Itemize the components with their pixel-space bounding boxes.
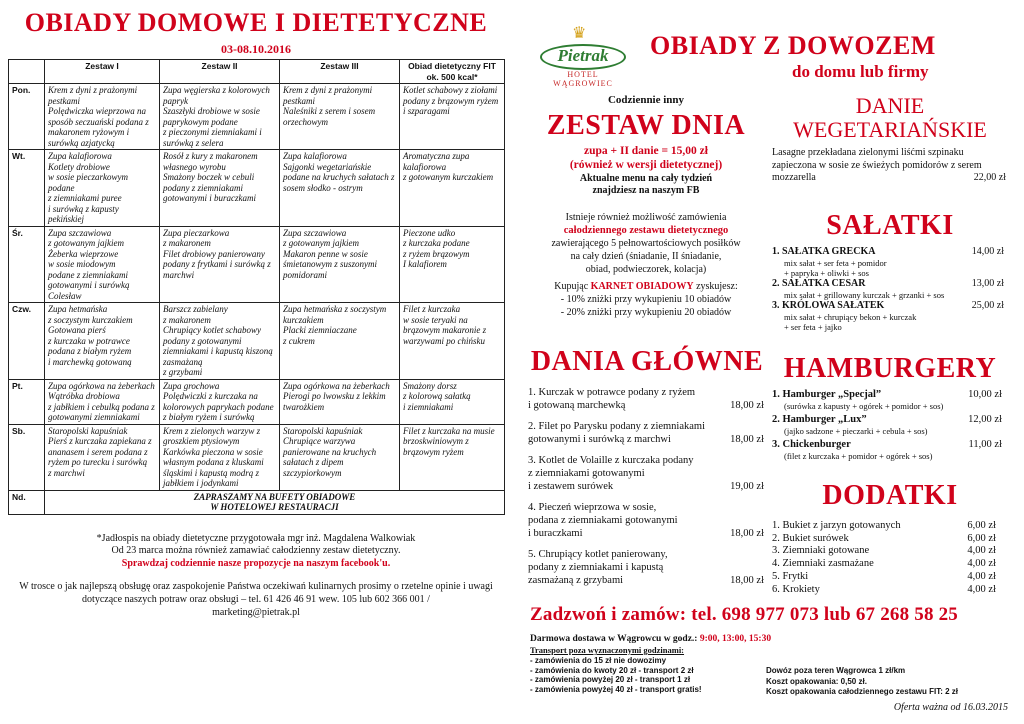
main-dish-name: 1. Kurczak w potrawce podany z ryżem i gotowaną marchewką — [528, 387, 696, 411]
karnet-discounts: - 10% zniżki przy wykupieniu 10 obiadów - 20% zniżki przy wykupieniu 20 obiadów — [560, 294, 732, 318]
salad-price: 13,00 zł — [971, 278, 1004, 289]
menu-cell: Krem z dyni z prażonymi pestkami Naleśniki z serem i sosem orzechowym — [280, 84, 400, 150]
menu-cell: Zupa szczawiowa z gotowanym jajkiem Makaron penne w sosie śmietanowym z suszonymi pomidorami — [280, 226, 400, 303]
menu-cell: Krem z zielonych warzyw z groszkiem ptysiowym Karkówka pieczona w sosie własnym podana z kluskami śląskimi i kapustą modrą z jabłkiem i jodynkami — [160, 424, 280, 490]
table-row — [9, 84, 505, 150]
diet-set-intro: Istnieje również możliwość zamówienia — [565, 212, 727, 223]
wege-item — [772, 147, 1008, 185]
menu-cell: Zupa hetmańska z soczystym kurczakiem Placki ziemniaczane z cukrem — [280, 303, 400, 380]
zestaw-title: ZESTAW DNIA — [546, 110, 746, 141]
crown-icon: ♛ — [572, 25, 587, 42]
main-dish-price: 18,00 zł — [730, 528, 764, 539]
main-dish-name: 5. Chrupiący kotlet panierowany, podany z ziemniakami i kapustą zasmażaną z grzybami — [528, 549, 668, 586]
hamburgery-section — [772, 353, 1008, 464]
notes — [8, 533, 504, 571]
table-header: Obiad dietetyczny FIT ok. 500 kcal* — [400, 60, 505, 84]
menu-cell: Zupa szczawiowa z gotowanym jajkiem Żeberka wieprzowe w sosie miodowym podane z ziemniakami gotowanymi i surówką Colesław — [45, 226, 160, 303]
salad-desc: mix sałat + grillowany kurczak + grzanki + sos — [784, 290, 945, 300]
side-name: 5. Frytki — [772, 570, 809, 582]
right-page — [522, 10, 1016, 716]
side-price: 4,00 zł — [967, 583, 996, 595]
table-header — [9, 60, 45, 84]
salad-price: 25,00 zł — [971, 300, 1004, 311]
delivery-hours: 9:00, 13:00, 15:30 — [699, 634, 772, 644]
side-item — [772, 520, 1008, 533]
menu-date: 03-08.10.2016 — [221, 42, 291, 56]
note-dietitian: *Jadłospis na obiady dietetyczne przygotowała mgr inż. Magdalena Walkowiak — [96, 532, 416, 544]
main-dish-name: 2. Filet po Parysku podany z ziemniakami gotowanymi i surówką z marchwi — [528, 421, 706, 445]
side-item — [772, 533, 1008, 546]
day-label: Pon. — [9, 84, 45, 150]
diet-set-name: całodziennego zestawu dietetycznego — [563, 225, 729, 236]
salad-name: 3. KRÓLOWA SAŁATEK — [772, 300, 885, 311]
menu-cell: Aromatyczna zupa kalafiorowa z gotowanym kurczakiem — [400, 150, 505, 227]
note-facebook: Sprawdzaj codziennie nasze propozycje na naszym facebook'u. — [121, 557, 391, 569]
day-label: Śr. — [9, 226, 45, 303]
table-header: Zestaw III — [280, 60, 400, 84]
side-name: 4. Ziemniaki zasmażane — [772, 558, 874, 570]
delivery-title: OBIADY Z DOWOZEM — [650, 31, 936, 60]
table-row — [9, 150, 505, 227]
salad-item — [772, 246, 1008, 258]
main-dish-price: 19,00 zł — [730, 481, 764, 492]
dodatki-section — [772, 480, 1008, 596]
salad-item — [772, 300, 1008, 312]
main-dish-item — [526, 454, 768, 493]
main-dish-item — [526, 386, 768, 412]
menu-cell: Staropolski kapuśniak Chrupiące warzywa panierowane na kruchych sałatach z dipem szczypiorkowym — [280, 424, 400, 490]
table-header: Zestaw II — [160, 60, 280, 84]
weekly-menu-table — [8, 59, 505, 515]
dania-title: DANIA GŁÓWNE — [530, 346, 764, 377]
burger-desc: (surówka z kapusty + ogórek + pomidor + sos) — [784, 401, 944, 411]
day-label: Nd. — [9, 490, 45, 514]
side-price: 6,00 zł — [967, 520, 996, 531]
side-item — [772, 584, 1008, 597]
menu-cell: Smażony dorsz z kolorową sałatką i ziemniakami — [400, 379, 505, 424]
salad-desc: mix sałat + chrupiący bekon + kurczak + ser feta + jajko — [784, 312, 917, 332]
wege-title: DANIE WEGETARIAŃSKIE — [793, 93, 987, 142]
karnet-suffix: zyskujesz: — [693, 281, 738, 292]
menu-cell: Rosół z kury z makaronem własnego wyrobu Smażony boczek w cebuli podany z ziemniakami gotowanymi i buraczkami — [160, 150, 280, 227]
hotel-logo — [534, 26, 632, 88]
side-name: 3. Ziemniaki gotowane — [772, 545, 870, 557]
salad-desc: mix sałat + ser feta + pomidor + papryka + oliwki + sos — [784, 258, 887, 278]
day-label: Wt. — [9, 150, 45, 227]
wege-desc: Lasagne przekładana zielonymi liśćmi szpinaku zapieczona w sosie ze świeżych pomidorów z serem mozzarella — [772, 147, 982, 183]
day-label: Sb. — [9, 424, 45, 490]
burger-item — [772, 414, 1008, 426]
zestaw-dnia-section — [526, 92, 766, 319]
karnet-prefix: Kupując — [554, 281, 591, 292]
side-price: 4,00 zł — [967, 570, 996, 582]
dodatki-title: DODATKI — [822, 480, 958, 511]
menu-cell: Zupa ogórkowa na żeberkach Wątróbka drobiowa z jabłkiem i cebulką podana z gotowanymi ziemniakami — [45, 379, 160, 424]
side-name: 2. Bukiet surówek — [772, 532, 849, 544]
side-item — [772, 545, 1008, 558]
logo-hotel: HOTEL — [567, 70, 599, 79]
sunday-note: ZAPRASZAMY NA BUFETY OBIADOWE W HOTELOWEJ RESTAURACJI — [45, 490, 505, 514]
main-dish-name: 3. Kotlet de Volaille z kurczaka podany z ziemniakami gotowanymi i zestawem surówek — [528, 455, 694, 492]
burger-desc: (jajko sadzone + pieczarki + cebula + sos) — [784, 426, 928, 436]
side-price: 6,00 zł — [967, 532, 996, 544]
menu-cell: Zupa hetmańska z soczystym kurczakiem Gotowana pierś z kurczaka w potrawce podana z białym ryżem i marchewką gotowaną — [45, 303, 160, 380]
burger-price: 12,00 zł — [968, 414, 1002, 425]
day-label: Czw. — [9, 303, 45, 380]
logo-city: WĄGROWIEC — [553, 79, 613, 88]
left-page — [8, 8, 504, 619]
main-dish-item — [526, 501, 768, 540]
karnet-line — [526, 280, 766, 293]
burger-name: 3. Chickenburger — [772, 439, 851, 450]
salatki-title: SAŁATKI — [826, 210, 954, 241]
table-row — [9, 226, 505, 303]
zestaw-daily: Codziennie inny — [607, 94, 685, 106]
delivery-info — [530, 634, 1014, 713]
transport-title: Transport poza wyznaczonymi godzinami: — [530, 645, 685, 655]
main-dish-name: 4. Pieczeń wieprzowa w sosie, podana z ziemniakami gotowanymi i buraczkami — [528, 502, 678, 539]
outside-delivery: Dowóz poza teren Wągrowca 1 zł/km Koszt opakowania: 0,50 zł. Koszt opakowania całodziennego zestawu FIT: 2 zł — [766, 666, 959, 696]
table-row — [9, 490, 505, 514]
burger-item — [772, 439, 1008, 451]
zestaw-price: zupa + II danie = 15,00 zł — [584, 145, 708, 157]
table-row — [9, 303, 505, 380]
wege-price: 22,00 zł — [973, 172, 1006, 183]
day-label: Pt. — [9, 379, 45, 424]
wege-section — [772, 94, 1008, 185]
burger-name: 1. Hamburger „Specjal” — [772, 389, 882, 400]
main-dish-price: 18,00 zł — [730, 575, 764, 586]
side-price: 4,00 zł — [967, 545, 996, 557]
free-delivery: Darmowa dostawa w Wągrowcu w godz.: — [530, 634, 700, 644]
side-item — [772, 571, 1008, 584]
diet-set-desc: zawierającego 5 pełnowartościowych posiłków na cały dzień (śniadanie, II śniadanie, obiad, podwieczorek, kolacja) — [551, 238, 741, 275]
transport-list: - zamówienia do 15 zł nie dowozimy - zamówienia do kwoty 20 zł - transport 2 zł - zamówienia powyżej 20 zł - transport 1 zł - zamówienia powyżej 40 zł - transport gratis! — [530, 656, 702, 694]
menu-cell: Staropolski kapuśniak Pierś z kurczaka zapiekana z ananasem i serem podana z ryżem po turecku i surówką z marchwi — [45, 424, 160, 490]
order-phone: Zadzwoń i zamów: tel. 698 977 073 lub 67 268 58 25 — [530, 604, 958, 625]
main-dish-item — [526, 420, 768, 446]
note-diet-set: Od 23 marca można również zamawiać całodzienny zestaw dietetyczny. — [111, 545, 401, 556]
menu-cell: Zupa węgierska z kolorowych papryk Szaszłyki drobiowe w sosie paprykowym podane z pieczonymi ziemniakami i surówką z selera — [160, 84, 280, 150]
table-row — [9, 424, 505, 490]
menu-cell: Kotlet schabowy z ziołami podany z brązowym ryżem i szparagami — [400, 84, 505, 150]
menu-cell: Krem z dyni z prażonymi pestkami Polędwiczka wieprzowa na sposób seczuański podana z makaronem ryżowym i surówką azjatycką — [45, 84, 160, 150]
karnet-name: KARNET OBIADOWY — [590, 281, 694, 292]
table-header: Zestaw I — [45, 60, 160, 84]
hamburgery-title: HAMBURGERY — [783, 353, 997, 384]
burger-desc: (filet z kurczaka + pomidor + ogórek + sos) — [784, 451, 933, 461]
zestaw-diet: (również w wersji dietetycznej) — [569, 159, 723, 171]
side-name: 6. Krokiety — [772, 583, 820, 595]
table-row — [9, 379, 505, 424]
burger-name: 2. Hamburger „Lux” — [772, 414, 867, 425]
menu-cell: Barszcz zabielany z makaronem Chrupiący kotlet schabowy podany z gotowanymi ziemniakami i kapustą kiszoną zasmażaną z grzybami — [160, 303, 280, 380]
salad-name: 2. SAŁATKA CESAR — [772, 278, 866, 289]
main-dish-price: 18,00 zł — [730, 400, 764, 411]
burger-price: 10,00 zł — [968, 389, 1002, 400]
menu-cell: Zupa kalafiorowa Sajgonki wegetariańskie podane na kruchych sałatach z sosem słodko - ostrym — [280, 150, 400, 227]
burger-price: 11,00 zł — [968, 439, 1002, 450]
zestaw-menu-info: Aktualne menu na cały tydzień znajdziesz na naszym FB — [579, 173, 713, 196]
offer-valid: Oferta ważna od 16.03.2015 — [893, 702, 1008, 713]
side-item — [772, 558, 1008, 571]
menu-cell: Filet z kurczaka w sosie teryaki na brązowym makaronie z warzywami po chińsku — [400, 303, 505, 380]
menu-cell: Zupa pieczarkowa z makaronem Filet drobiowy panierowany podany z frytkami i surówką z marchwi — [160, 226, 280, 303]
salad-price: 14,00 zł — [971, 246, 1004, 257]
contact-text: W trosce o jak najlepszą obsługę oraz zaspokojenie Państwa oczekiwań kulinarnych prosimy o rzetelne opinie i uwagi dotyczące naszych potraw oraz obsługi – tel. 61 426 46 91 wew. 105 lub 602 366 001 / marketing@pietrak.pl — [19, 581, 493, 618]
side-price: 4,00 zł — [967, 558, 996, 570]
menu-cell: Pieczone udko z kurczaka podane z ryżem brązowym I kalafiorem — [400, 226, 505, 303]
menu-cell: Zupa kalafiorowa Kotlety drobiowe w sosie pieczarkowym podane z ziemniakami puree i surówką z kapusty pekińskiej — [45, 150, 160, 227]
dania-section — [526, 346, 768, 595]
menu-cell: Zupa grochowa Polędwiczki z kurczaka na kolorowych paprykach podane z białym ryżem i surówką — [160, 379, 280, 424]
salad-item — [772, 278, 1008, 290]
menu-cell: Zupa ogórkowa na żeberkach Pierogi po lwowsku z lekkim twarożkiem — [280, 379, 400, 424]
page-title: OBIADY DOMOWE I DIETETYCZNE — [24, 8, 488, 37]
table-header-row — [9, 60, 505, 84]
menu-cell: Filet z kurczaka na musie brzoskwiniowym z brązowym ryżem — [400, 424, 505, 490]
salatki-section — [772, 210, 1008, 332]
main-dish-price: 18,00 zł — [730, 434, 764, 445]
delivery-subtitle: do domu lub firmy — [792, 62, 929, 81]
salad-name: 1. SAŁATKA GRECKA — [772, 246, 876, 257]
main-dish-item — [526, 548, 768, 587]
logo-name: Pietrak — [557, 46, 609, 65]
burger-item — [772, 389, 1008, 401]
side-name: 1. Bukiet z jarzyn gotowanych — [772, 520, 901, 531]
